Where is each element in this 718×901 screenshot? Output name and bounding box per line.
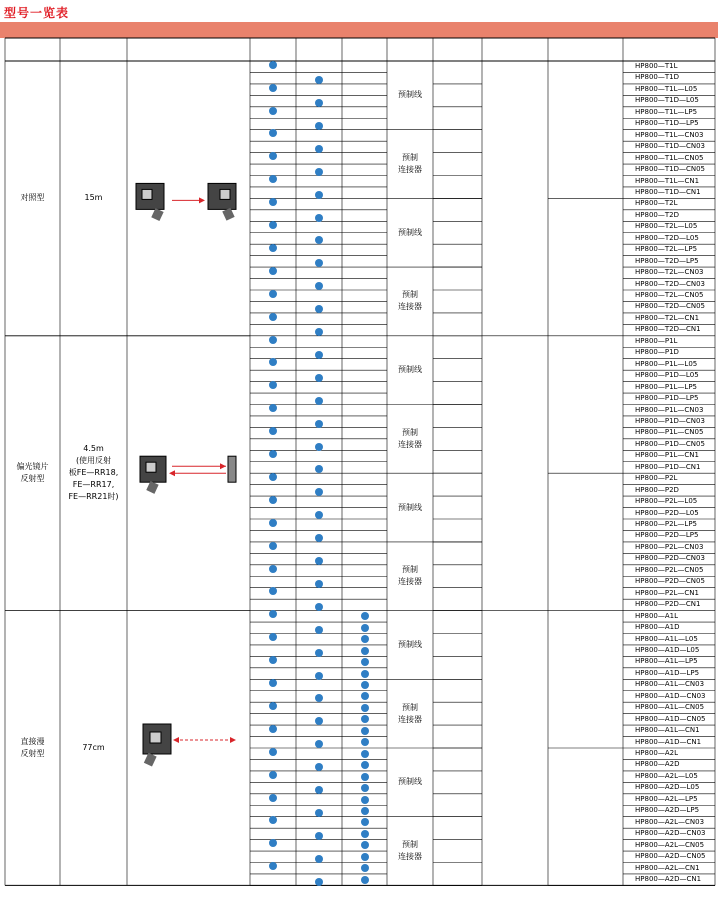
diffuse-reflective-sensor-icon	[143, 724, 236, 767]
dark-on-dot	[315, 397, 323, 405]
power-voltage	[482, 61, 548, 885]
connection-type-line: 连接器	[398, 165, 422, 175]
light-on-dot	[269, 725, 277, 733]
model-number: HP800—A1D—CN03	[635, 691, 706, 700]
output-type	[548, 198, 623, 335]
model-number: HP800—A1D	[635, 623, 680, 632]
sensitivity-adjust-dot	[361, 876, 369, 884]
detection-method-line: 反射型	[20, 474, 45, 484]
model-number: HP800—P2L—LP5	[635, 520, 697, 528]
cable-length	[433, 679, 482, 702]
connection-type-line: 预制线	[398, 227, 422, 237]
sensitivity-adjust-dot	[361, 807, 369, 815]
model-number: HP800—T1L	[635, 62, 678, 70]
model-number: HP800—P1L	[635, 336, 678, 345]
cable-length	[433, 794, 482, 817]
light-on-dot	[269, 244, 277, 252]
detection-method	[5, 611, 60, 886]
model-number: HP800—P1L—CN05	[635, 428, 704, 437]
cable-length	[433, 450, 482, 473]
model-number: HP800—P2D	[635, 485, 679, 494]
light-on-dot	[269, 542, 277, 550]
model-number: HP800—P1L—CN1	[635, 451, 699, 460]
column-header	[623, 38, 715, 61]
dark-on-dot	[315, 580, 323, 588]
light-on-dot	[269, 290, 277, 298]
model-number: HP800—A2L	[635, 749, 678, 757]
model-number: HP800—P2D—L05	[635, 508, 699, 517]
column-header	[296, 38, 342, 61]
detection-distance-line: 15m	[84, 193, 103, 203]
model-number: HP800—T1D—CN05	[635, 165, 705, 174]
model-number: HP800—T2L—CN03	[635, 268, 704, 277]
cable-length	[433, 130, 482, 153]
dark-on-dot	[315, 420, 323, 428]
cable-length	[433, 244, 482, 267]
model-number: HP800—T2D—CN05	[635, 302, 705, 311]
cable-length	[433, 496, 482, 519]
sensitivity-adjust-dot	[361, 773, 369, 781]
model-number: HP800—P2D—LP5	[635, 531, 699, 540]
model-number: HP800—T1D—LP5	[635, 119, 699, 128]
column-header	[433, 38, 482, 61]
model-number: HP800—A2L—CN1	[635, 863, 700, 872]
connection-type-line: 预制	[402, 840, 418, 850]
dark-on-dot	[315, 443, 323, 451]
light-on-dot	[269, 748, 277, 756]
column-header	[342, 38, 387, 61]
model-number: HP800—P1D—CN05	[635, 439, 705, 448]
connection-type	[387, 817, 433, 886]
model-number: HP800—P2D—CN03	[635, 554, 705, 563]
light-on-dot	[269, 519, 277, 527]
cable-length	[433, 221, 482, 244]
connection-type	[387, 748, 433, 817]
dark-on-dot	[315, 649, 323, 657]
light-on-dot	[269, 336, 277, 344]
detection-distance	[60, 611, 127, 886]
model-number: HP800—A2D—CN03	[635, 829, 706, 838]
output-type	[548, 473, 623, 610]
light-on-dot	[269, 679, 277, 687]
detection-method	[5, 336, 60, 611]
model-number: HP800—P1D	[635, 348, 679, 357]
model-number: HP800—A1L—L05	[635, 634, 698, 643]
dark-on-dot	[315, 832, 323, 840]
connection-type-line: 预制线	[398, 365, 422, 375]
connection-type	[387, 405, 433, 474]
sensitivity-adjust-dot	[361, 784, 369, 792]
cable-length	[433, 153, 482, 176]
light-on-dot	[269, 84, 277, 92]
model-number: HP800—A1L—CN05	[635, 703, 705, 712]
cable-length	[433, 656, 482, 679]
model-number: HP800—A2L—LP5	[635, 794, 698, 803]
cable-length	[433, 336, 482, 359]
cable-length	[433, 382, 482, 405]
model-number: HP800—A1D—L05	[635, 645, 700, 654]
connection-type	[387, 267, 433, 336]
dark-on-dot	[315, 855, 323, 863]
connection-type-line: 连接器	[398, 439, 422, 449]
dark-on-dot	[315, 672, 323, 680]
dark-on-dot	[315, 374, 323, 382]
light-on-dot	[269, 794, 277, 802]
model-number: HP800—P2L—L05	[635, 497, 698, 506]
sensitivity-adjust-dot	[361, 624, 369, 632]
model-number: HP800—A2D	[635, 760, 680, 769]
connection-type-line: 预制	[402, 427, 418, 437]
model-number: HP800—T2L—CN1	[635, 313, 700, 322]
model-number: HP800—A2D—CN1	[635, 874, 702, 883]
model-number: HP800—A1L—CN03	[635, 680, 705, 689]
page-title: 型号一览表	[4, 6, 70, 20]
connection-type	[387, 336, 433, 405]
light-on-dot	[269, 565, 277, 573]
connection-type-line: 预制	[402, 290, 418, 300]
model-number: HP800—A2L—L05	[635, 771, 698, 780]
light-on-dot	[269, 267, 277, 275]
detection-distance-line: FE—RR21时)	[68, 492, 119, 502]
connection-type	[387, 473, 433, 542]
output-type	[548, 748, 623, 885]
connection-type-line: 连接器	[398, 302, 422, 312]
polarized-retroreflective-sensor-icon	[140, 456, 236, 494]
model-number: HP800—P1D—CN1	[635, 462, 701, 471]
model-number: HP800—P1L—CN03	[635, 405, 704, 414]
detection-distance-line: (使用反射	[75, 456, 112, 466]
cable-length	[433, 405, 482, 428]
cable-length	[433, 359, 482, 382]
dark-on-dot	[315, 351, 323, 359]
model-number: HP800—T1D	[635, 73, 679, 82]
model-number: HP800—P1D—CN03	[635, 416, 705, 425]
model-number: HP800—T2D—LP5	[635, 256, 699, 265]
detection-method-line: 直接漫	[20, 736, 45, 746]
model-number: HP800—T2D—CN1	[635, 325, 701, 334]
dark-on-dot	[315, 603, 323, 611]
detection-distance-line: 板FE—RR18,	[68, 468, 119, 478]
cable-length	[433, 542, 482, 565]
model-number: HP800—A1D—CN1	[635, 737, 702, 746]
model-number: HP800—T2D—L05	[635, 233, 699, 242]
model-number: HP800—T1D—CN1	[635, 187, 701, 196]
detection-distance	[60, 61, 127, 336]
model-number: HP800—T2L	[635, 199, 678, 208]
cable-length	[433, 198, 482, 221]
connection-type-line: 预制	[402, 565, 418, 575]
model-number: HP800—P2L—CN03	[635, 542, 704, 551]
model-number: HP800—P2L	[635, 474, 678, 483]
model-number: HP800—P1D—L05	[635, 371, 699, 380]
cable-length	[433, 107, 482, 130]
column-header	[127, 38, 250, 61]
sensitivity-adjust-dot	[361, 647, 369, 655]
model-number: HP800—T1D—L05	[635, 96, 699, 105]
light-on-dot	[269, 313, 277, 321]
model-number: HP800—P2D—CN1	[635, 600, 701, 609]
column-header	[387, 38, 433, 61]
model-number: HP800—T1L—CN1	[635, 176, 700, 185]
model-number: HP800—A1L—CN1	[635, 726, 700, 735]
sensitivity-adjust-dot	[361, 681, 369, 689]
model-number: HP800—P2L—CN1	[635, 588, 699, 597]
cable-length	[433, 313, 482, 336]
through-beam-sensor-pair-icon	[136, 183, 236, 221]
detection-method-line: 对照型	[20, 193, 45, 203]
cable-length	[433, 634, 482, 657]
model-number: HP800—T2L—CN05	[635, 291, 704, 299]
model-number: HP800—T1D—CN03	[635, 142, 705, 151]
sensitivity-adjust-dot	[361, 750, 369, 758]
model-number: HP800—A1L—LP5	[635, 657, 698, 666]
sensitivity-adjust-dot	[361, 830, 369, 838]
dark-on-dot	[315, 878, 323, 886]
model-number: HP800—A2D—L05	[635, 783, 700, 792]
detection-distance	[60, 336, 127, 611]
light-on-dot	[269, 496, 277, 504]
model-number: HP800—P2D—CN05	[635, 577, 705, 586]
cable-length	[433, 427, 482, 450]
model-number: HP800—A2D—LP5	[635, 806, 700, 815]
connection-type	[387, 679, 433, 748]
detection-method	[5, 61, 60, 336]
cable-length	[433, 863, 482, 886]
cable-length	[433, 61, 482, 84]
light-on-dot	[269, 473, 277, 481]
dark-on-dot	[315, 214, 323, 222]
dark-on-dot	[315, 145, 323, 153]
dark-on-dot	[315, 168, 323, 176]
model-number: HP800—T2D—CN03	[635, 279, 705, 288]
model-number: HP800—T1L—CN05	[635, 153, 704, 162]
connection-type-line: 预制线	[398, 777, 422, 787]
connection-type-line: 连接器	[398, 714, 422, 724]
cable-length	[433, 588, 482, 611]
cable-length	[433, 725, 482, 748]
light-on-dot	[269, 221, 277, 229]
column-header	[482, 38, 548, 61]
dark-on-dot	[315, 99, 323, 107]
column-header	[5, 38, 60, 61]
column-header	[250, 38, 296, 61]
light-on-dot	[269, 61, 277, 69]
light-on-dot	[269, 702, 277, 710]
sensitivity-adjust-dot	[361, 796, 369, 804]
model-number: HP800—A1L	[635, 611, 678, 620]
column-header	[60, 38, 127, 61]
cable-length	[433, 565, 482, 588]
dark-on-dot	[315, 122, 323, 130]
light-on-dot	[269, 450, 277, 458]
sensitivity-adjust-dot	[361, 727, 369, 735]
cable-length	[433, 473, 482, 496]
cable-length	[433, 702, 482, 725]
connection-type-line: 预制线	[398, 639, 422, 649]
cable-length	[433, 817, 482, 840]
model-number: HP800—T1L—CN03	[635, 130, 704, 139]
sensitivity-adjust-dot	[361, 670, 369, 678]
connection-type-line: 预制线	[398, 502, 422, 512]
connection-type-line: 预制	[402, 153, 418, 163]
model-number: HP800—A2L—CN05	[635, 840, 705, 849]
detection-distance-line: FE—RR17,	[72, 480, 115, 490]
model-number: HP800—A1D—CN05	[635, 714, 706, 723]
connection-type	[387, 611, 433, 680]
connection-type-line: 预制线	[398, 90, 422, 100]
cable-length	[433, 267, 482, 290]
cable-length	[433, 771, 482, 794]
connection-type	[387, 542, 433, 611]
detection-distance-line: 4.5m	[83, 444, 104, 454]
dark-on-dot	[315, 191, 323, 199]
cable-length	[433, 290, 482, 313]
detection-method-line: 偏光镜片	[16, 462, 49, 472]
model-number: HP800—P1L—LP5	[635, 382, 697, 391]
dark-on-dot	[315, 626, 323, 634]
model-number: HP800—T1L—LP5	[635, 107, 698, 116]
connection-type-line: 连接器	[398, 577, 422, 587]
model-number: HP800—A2L—CN03	[635, 817, 705, 826]
sensitivity-adjust-dot	[361, 704, 369, 712]
dark-on-dot	[315, 786, 323, 794]
model-number: HP800—T2L—L05	[635, 222, 698, 231]
model-number: HP800—P1D—LP5	[635, 394, 699, 403]
model-number: HP800—P1L—L05	[635, 359, 698, 368]
cable-length	[433, 748, 482, 771]
model-number: HP800—A1D—LP5	[635, 668, 700, 677]
light-on-dot	[269, 771, 277, 779]
sensitivity-adjust-dot	[361, 853, 369, 861]
light-on-dot	[269, 107, 277, 115]
output-type	[548, 611, 623, 748]
cable-length	[433, 176, 482, 199]
connection-type	[387, 61, 433, 130]
model-number: HP800—P2L—CN05	[635, 565, 704, 574]
model-number: HP800—A2D—CN05	[635, 852, 706, 861]
cable-length	[433, 84, 482, 107]
model-number: HP800—T2D	[635, 210, 679, 219]
connection-type	[387, 198, 433, 267]
model-number: HP800—T1L—L05	[635, 84, 698, 93]
connection-type-line: 预制	[402, 702, 418, 712]
column-header	[548, 38, 623, 61]
cable-length	[433, 840, 482, 863]
dark-on-dot	[315, 328, 323, 336]
detection-method-line: 反射型	[20, 748, 45, 758]
output-type	[548, 61, 623, 198]
output-type	[548, 336, 623, 473]
connection-type	[387, 130, 433, 199]
dark-on-dot	[315, 557, 323, 565]
connection-type-line: 连接器	[398, 852, 422, 862]
cable-length	[433, 611, 482, 634]
dark-on-dot	[315, 809, 323, 817]
cable-length	[433, 519, 482, 542]
detection-distance-line: 77cm	[82, 742, 105, 752]
model-number: HP800—T2L—LP5	[635, 245, 698, 254]
